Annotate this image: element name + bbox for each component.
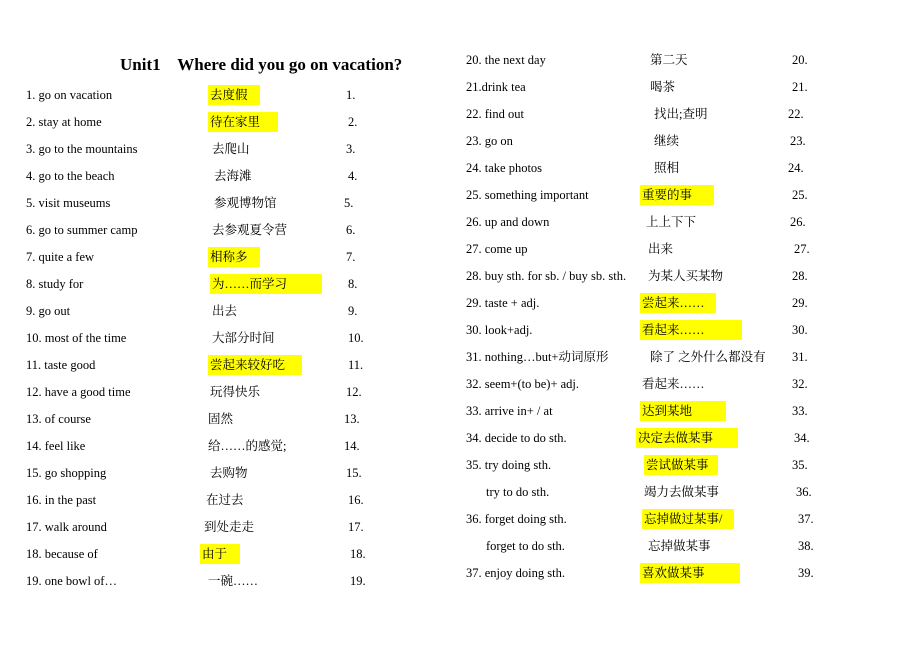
vocab-row xyxy=(466,266,826,286)
english-phrase: 21.drink tea xyxy=(466,80,526,94)
blank-number: 19. xyxy=(350,574,366,588)
english-phrase: try to do sth. xyxy=(486,485,550,499)
english-phrase: 24. take photos xyxy=(466,161,543,175)
chinese-meaning: 去参观夏令营 xyxy=(212,223,288,237)
chinese-meaning-highlighted: 尝起来…… xyxy=(640,293,716,313)
blank-number: 18. xyxy=(350,547,366,561)
chinese-meaning-highlighted: 为……而学习 xyxy=(210,274,322,294)
chinese-meaning: 去海滩 xyxy=(214,169,252,183)
chinese-meaning: 喝茶 xyxy=(650,80,676,94)
vocab-row xyxy=(26,301,386,321)
blank-number: 2. xyxy=(348,115,358,129)
vocab-row xyxy=(466,77,826,97)
chinese-meaning: 去爬山 xyxy=(212,142,250,156)
english-phrase: 8. study for xyxy=(26,277,84,291)
vocab-row xyxy=(466,239,826,259)
blank-number: 24. xyxy=(788,161,804,175)
blank-number: 29. xyxy=(792,296,808,310)
blank-number: 11. xyxy=(348,358,364,372)
chinese-meaning: 去购物 xyxy=(210,466,248,480)
english-phrase: 6. go to summer camp xyxy=(26,223,138,237)
english-phrase: 7. quite a few xyxy=(26,250,95,264)
english-phrase: 27. come up xyxy=(466,242,528,256)
vocab-row xyxy=(26,139,386,159)
vocab-row xyxy=(466,401,826,421)
blank-number: 28. xyxy=(792,269,808,283)
english-phrase: 5. visit museums xyxy=(26,196,111,210)
vocab-row xyxy=(466,185,826,205)
english-phrase: 3. go to the mountains xyxy=(26,142,138,156)
chinese-meaning-highlighted: 待在家里 xyxy=(208,112,278,132)
blank-number: 20. xyxy=(792,53,808,67)
blank-number: 15. xyxy=(346,466,362,480)
blank-number: 39. xyxy=(798,566,814,580)
english-phrase: 26. up and down xyxy=(466,215,550,229)
vocab-row xyxy=(466,482,826,502)
english-phrase: 14. feel like xyxy=(26,439,86,453)
vocab-row xyxy=(26,409,386,429)
chinese-meaning-highlighted: 重要的事 xyxy=(640,185,714,205)
vocab-row xyxy=(26,85,386,105)
chinese-meaning: 出去 xyxy=(212,304,238,318)
english-phrase: 23. go on xyxy=(466,134,513,148)
chinese-meaning: 给……的感觉; xyxy=(208,439,287,453)
english-phrase: 31. nothing…but+动词原形 xyxy=(466,350,609,364)
blank-number: 10. xyxy=(348,331,364,345)
chinese-meaning: 在过去 xyxy=(206,493,244,507)
vocab-row xyxy=(26,112,386,132)
blank-number: 38. xyxy=(798,539,814,553)
english-phrase: 12. have a good time xyxy=(26,385,131,399)
chinese-meaning-highlighted: 去度假 xyxy=(208,85,260,105)
vocab-row xyxy=(466,212,826,232)
blank-number: 36. xyxy=(796,485,812,499)
chinese-meaning-highlighted: 尝试做某事 xyxy=(644,455,718,475)
blank-number: 3. xyxy=(346,142,356,156)
chinese-meaning-highlighted: 决定去做某事 xyxy=(636,428,738,448)
blank-number: 9. xyxy=(348,304,358,318)
english-phrase: 9. go out xyxy=(26,304,71,318)
vocab-row xyxy=(466,374,826,394)
english-phrase: 19. one bowl of… xyxy=(26,574,117,588)
chinese-meaning: 大部分时间 xyxy=(212,331,275,345)
english-phrase: 13. of course xyxy=(26,412,91,426)
vocab-row xyxy=(26,490,386,510)
english-phrase: 2. stay at home xyxy=(26,115,102,129)
blank-number: 22. xyxy=(788,107,804,121)
vocab-row xyxy=(26,247,386,267)
vocab-row xyxy=(26,517,386,537)
chinese-meaning-highlighted: 尝起来较好吃 xyxy=(208,355,302,375)
blank-number: 35. xyxy=(792,458,808,472)
vocab-row xyxy=(466,563,826,583)
vocab-row xyxy=(26,544,386,564)
english-phrase: 37. enjoy doing sth. xyxy=(466,566,565,580)
english-phrase: forget to do sth. xyxy=(486,539,565,553)
blank-number: 26. xyxy=(790,215,806,229)
blank-number: 4. xyxy=(348,169,358,183)
chinese-meaning: 看起来…… xyxy=(642,377,705,391)
english-phrase: 16. in the past xyxy=(26,493,97,507)
chinese-meaning: 出来 xyxy=(648,242,674,256)
english-phrase: 1. go on vacation xyxy=(26,88,113,102)
chinese-meaning: 找出;查明 xyxy=(654,107,708,121)
english-phrase: 17. walk around xyxy=(26,520,107,534)
blank-number: 17. xyxy=(348,520,364,534)
english-phrase: 32. seem+(to be)+ adj. xyxy=(466,377,580,391)
english-phrase: 11. taste good xyxy=(26,358,96,372)
chinese-meaning-highlighted: 喜欢做某事 xyxy=(640,563,740,583)
chinese-meaning: 参观博物馆 xyxy=(214,196,277,210)
vocab-row xyxy=(26,355,386,375)
chinese-meaning: 第二天 xyxy=(650,53,688,67)
chinese-meaning-highlighted: 忘掉做过某事/ xyxy=(642,509,734,529)
vocab-row xyxy=(26,274,386,294)
english-phrase: 30. look+adj. xyxy=(466,323,533,337)
chinese-meaning: 玩得快乐 xyxy=(210,385,261,399)
english-phrase: 36. forget doing sth. xyxy=(466,512,567,526)
english-phrase: 25. something important xyxy=(466,188,589,202)
english-phrase: 33. arrive in+ / at xyxy=(466,404,553,418)
blank-number: 34. xyxy=(794,431,810,445)
chinese-meaning: 一碗…… xyxy=(208,574,259,588)
vocab-row xyxy=(26,328,386,348)
chinese-meaning: 忘掉做某事 xyxy=(648,539,711,553)
chinese-meaning: 照相 xyxy=(654,161,680,175)
vocab-row xyxy=(466,293,826,313)
chinese-meaning-highlighted: 由于 xyxy=(200,544,240,564)
vocab-row xyxy=(26,220,386,240)
english-phrase: 4. go to the beach xyxy=(26,169,115,183)
vocab-row xyxy=(466,50,826,70)
chinese-meaning: 上上下下 xyxy=(646,215,697,229)
blank-number: 5. xyxy=(344,196,354,210)
english-phrase: 18. because of xyxy=(26,547,98,561)
english-phrase: 22. find out xyxy=(466,107,524,121)
vocab-row xyxy=(466,509,826,529)
vocab-row xyxy=(26,571,386,591)
blank-number: 32. xyxy=(792,377,808,391)
english-phrase: 15. go shopping xyxy=(26,466,107,480)
english-phrase: 10. most of the time xyxy=(26,331,127,345)
blank-number: 33. xyxy=(792,404,808,418)
blank-number: 31. xyxy=(792,350,808,364)
vocab-row xyxy=(26,382,386,402)
blank-number: 37. xyxy=(798,512,814,526)
vocab-row xyxy=(26,436,386,456)
english-phrase: 20. the next day xyxy=(466,53,546,67)
blank-number: 21. xyxy=(792,80,808,94)
english-phrase: 34. decide to do sth. xyxy=(466,431,567,445)
blank-number: 1. xyxy=(346,88,356,102)
chinese-meaning: 到处走走 xyxy=(204,520,255,534)
chinese-meaning: 固然 xyxy=(208,412,234,426)
blank-number: 14. xyxy=(344,439,360,453)
vocab-row xyxy=(466,536,826,556)
blank-number: 25. xyxy=(792,188,808,202)
chinese-meaning-highlighted: 达到某地 xyxy=(640,401,726,421)
vocab-row xyxy=(26,463,386,483)
chinese-meaning: 继续 xyxy=(654,134,680,148)
blank-number: 12. xyxy=(346,385,362,399)
vocab-row xyxy=(466,320,826,340)
blank-number: 13. xyxy=(344,412,360,426)
blank-number: 7. xyxy=(346,250,356,264)
chinese-meaning: 竭力去做某事 xyxy=(644,485,720,499)
blank-number: 6. xyxy=(346,223,356,237)
vocab-row xyxy=(466,104,826,124)
page-title: Unit1 Where did you go on vacation? xyxy=(120,55,403,74)
vocab-row xyxy=(26,193,386,213)
chinese-meaning: 为某人买某物 xyxy=(648,269,724,283)
blank-number: 27. xyxy=(794,242,810,256)
vocab-row xyxy=(466,131,826,151)
english-phrase: 35. try doing sth. xyxy=(466,458,552,472)
vocab-row xyxy=(466,158,826,178)
blank-number: 16. xyxy=(348,493,364,507)
english-phrase: 29. taste + adj. xyxy=(466,296,540,310)
english-phrase: 28. buy sth. for sb. / buy sb. sth. xyxy=(466,269,627,283)
vocab-row xyxy=(466,347,826,367)
vocab-row xyxy=(466,428,826,448)
blank-number: 30. xyxy=(792,323,808,337)
vocab-row xyxy=(466,455,826,475)
chinese-meaning: 除了 之外什么都没有 xyxy=(650,350,766,364)
blank-number: 23. xyxy=(790,134,806,148)
vocab-row xyxy=(26,166,386,186)
chinese-meaning-highlighted: 相称多 xyxy=(208,247,260,267)
chinese-meaning-highlighted: 看起来…… xyxy=(640,320,742,340)
blank-number: 8. xyxy=(348,277,358,291)
